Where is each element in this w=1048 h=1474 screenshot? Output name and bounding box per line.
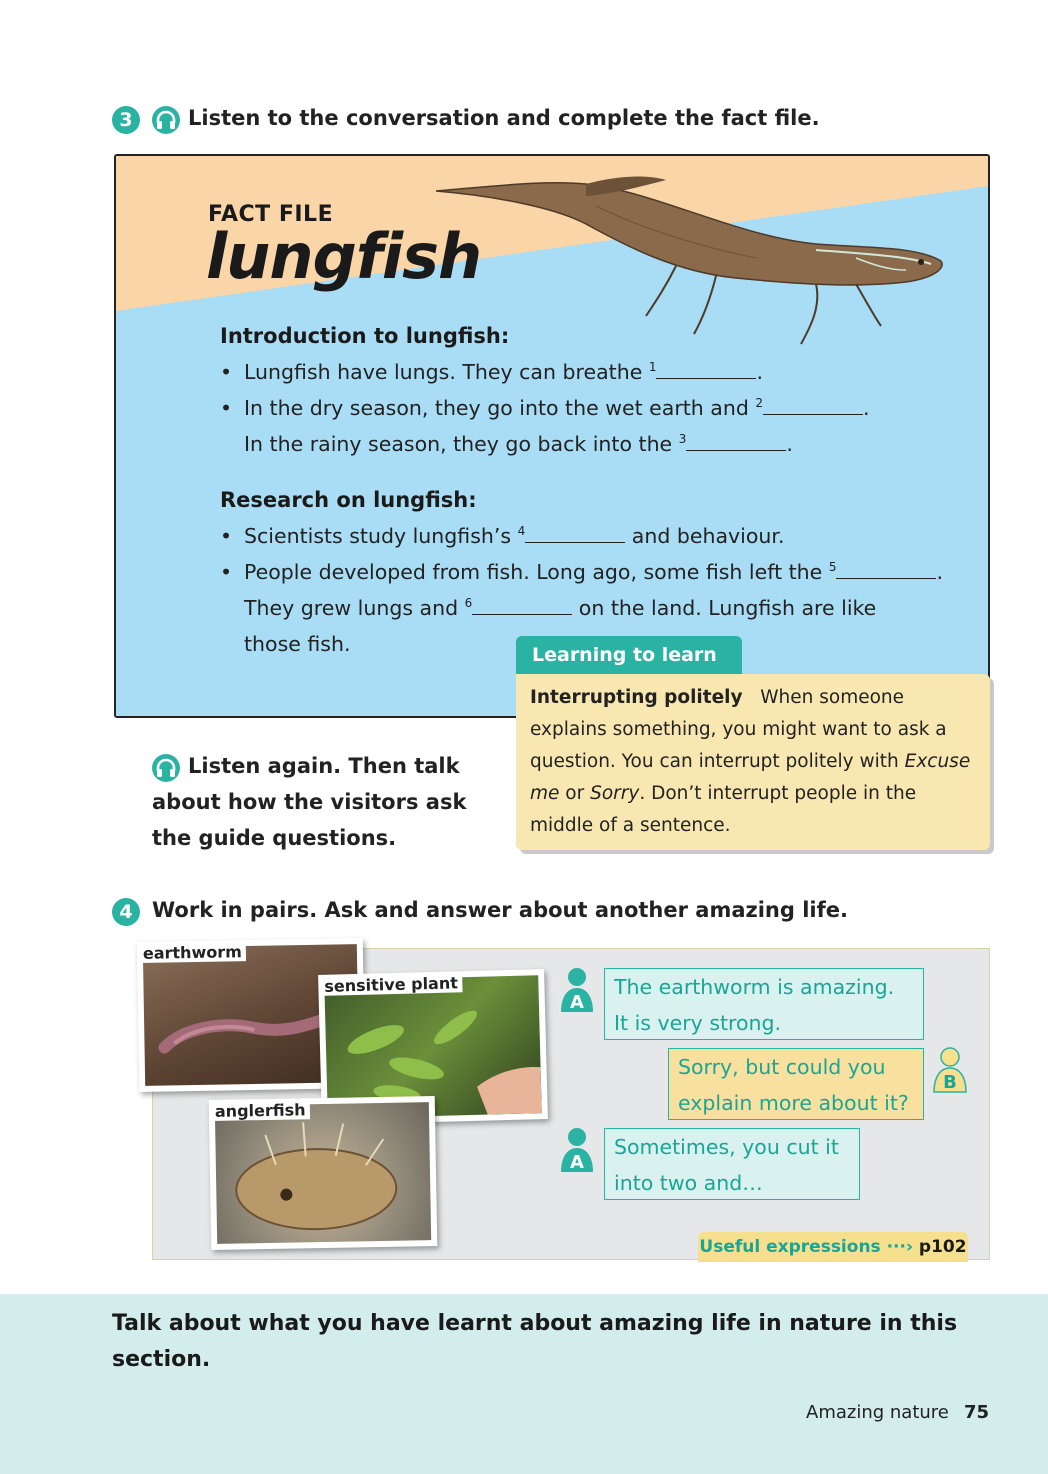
anglerfish-image — [215, 1102, 431, 1244]
fact-item-2: • In the dry season, they go into the wet earth and $^2$ . — [220, 396, 870, 420]
section-heading-research: Research on lungfish: — [220, 488, 477, 512]
headphones-icon — [152, 754, 180, 782]
answer-blank-3[interactable] — [686, 432, 786, 451]
speech-bubble-a1: The earthworm is amazing. It is very strong. — [604, 968, 924, 1040]
speaker-a-icon — [560, 966, 600, 1014]
headphones-icon — [152, 106, 180, 134]
fact-file-box — [114, 154, 990, 718]
fact-item-2b: In the rainy season, they go back into the $^3$ . — [244, 432, 793, 456]
svg-text:A: A — [570, 992, 584, 1013]
anglerfish-photo — [209, 1096, 438, 1250]
fact-file-title: lungfish — [206, 220, 482, 293]
section-heading-introduction: Introduction to lungfish: — [220, 324, 510, 348]
fact-item-3: • Scientists study lungfish’s $^4$ and behaviour. — [220, 524, 785, 548]
lungfish-illustration — [436, 166, 956, 356]
fact-item-4c: those fish. — [244, 632, 351, 656]
answer-blank-2[interactable] — [763, 396, 863, 415]
learning-to-learn-note: Interrupting politely When someone explains something, you might want to ask a question. You can interrupt politely with Excuse me or Sorry. Don’t interrupt people in the middle of a sentence. — [516, 674, 990, 850]
answer-blank-1[interactable] — [656, 360, 756, 379]
activity-number-badge: 3 — [112, 106, 140, 134]
fact-file-label: FACT FILE — [208, 202, 334, 227]
footer-task: Talk about what you have learnt about amazing life in nature in this section. — [112, 1311, 958, 1372]
sensitive-plant-label: sensitive plant — [320, 973, 462, 996]
activity3-instruction: Listen to the conversation and complete the fact file. — [188, 106, 820, 130]
earthworm-label: earthworm — [139, 942, 246, 963]
listen-again-line3: the guide questions. — [152, 826, 397, 850]
learning-to-learn-tab: Learning to learn — [516, 636, 742, 674]
activity4-instruction: Work in pairs. Ask and answer about another amazing life. — [152, 898, 848, 922]
answer-blank-6[interactable] — [472, 596, 572, 615]
fact-item-4: • People developed from fish. Long ago, some fish left the $^5$ . — [220, 560, 943, 584]
speaker-b-icon — [928, 1046, 968, 1094]
section-name: Amazing nature — [806, 1402, 949, 1423]
listen-again-line1: Listen again. Then talk — [188, 754, 460, 778]
answer-blank-4[interactable] — [525, 524, 625, 543]
answer-blank-5[interactable] — [836, 560, 936, 579]
activity-number-badge: 4 — [112, 898, 140, 926]
svg-text:A: A — [570, 1152, 584, 1173]
speech-bubble-b1: Sorry, but could you explain more about it? — [668, 1048, 924, 1120]
listen-again-line2: about how the visitors ask — [152, 790, 467, 814]
speaker-a-icon — [560, 1126, 600, 1174]
anglerfish-label: anglerfish — [211, 1100, 310, 1121]
fact-item-1: • Lungfish have lungs. They can breathe $^1$ . — [220, 360, 763, 384]
svg-text:B: B — [943, 1072, 957, 1093]
fact-item-4b: They grew lungs and $^6$ on the land. Lungfish are like — [244, 596, 877, 620]
page-number: 75 — [964, 1402, 990, 1423]
useful-expressions-link[interactable]: Useful expressions ···› p102 — [698, 1232, 968, 1262]
speech-bubble-a2: Sometimes, you cut it into two and… — [604, 1128, 860, 1200]
note-heading: Interrupting politely — [530, 687, 743, 708]
